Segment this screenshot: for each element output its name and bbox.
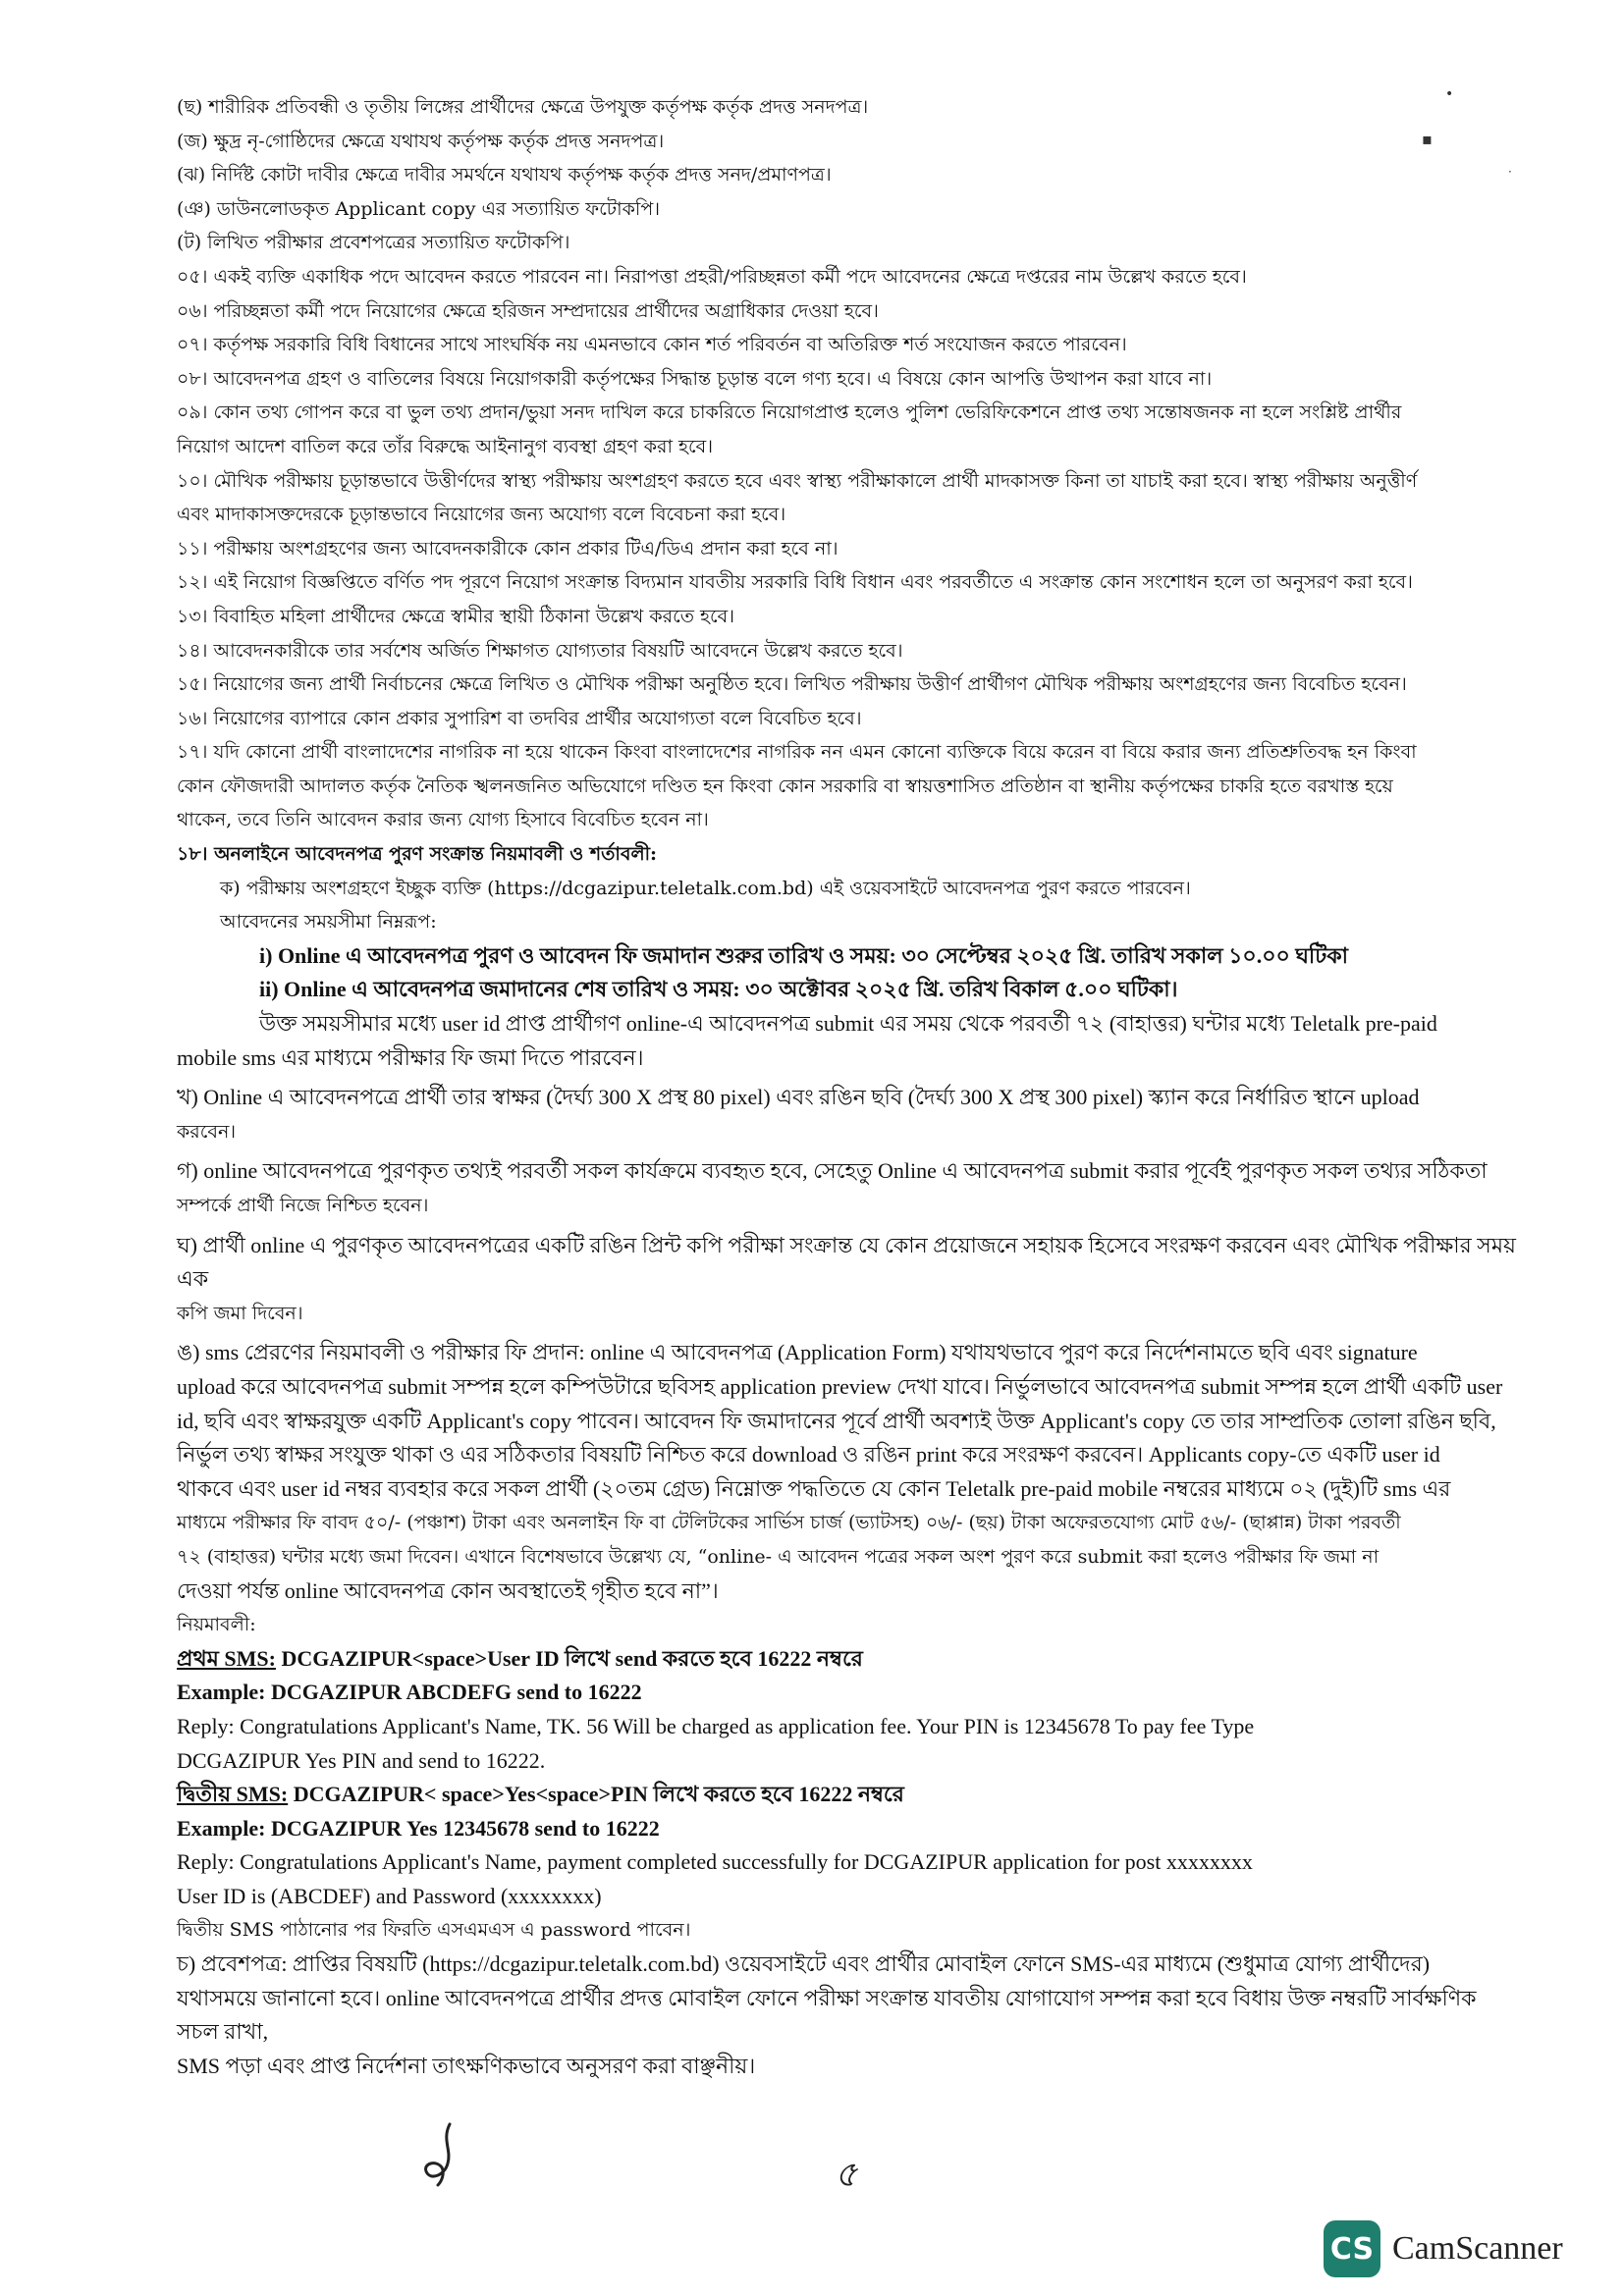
application-end-time: ii) Online এ আবেদনপত্র জমাদানের শেষ তারিখ ও সময়: ৩০ অক্টোবর ২০২৫ খ্রি. তরিখ বিকাল ৫.০০ ঘটিকা।	[259, 977, 1178, 1002]
doc-line: কোন ফৌজদারী আদালত কর্তৃক নৈতিক স্খলনজনিত অভিযোগে দণ্ডিত হন কিংবা কোন সরকারি বা স্বায়ত্তশাসিত প্রতিষ্ঠান বা স্থানীয় কর্তৃপক্ষের চাকরি হতে বরখাস্ত হয়ে	[177, 774, 1393, 797]
scan-mark-dot: ▪	[1422, 130, 1433, 148]
section-18-uma: ঙ) sms প্রেরণের নিয়মাবলী ও পরীক্ষার ফি প্রদান: online এ আবেদনপত্র (Application Form) যথাযথভাবে পুরণ করে নির্দেশনামতে ছবি এবং signature	[177, 1340, 1418, 1365]
camscanner-name: CamScanner	[1392, 2230, 1563, 2267]
section-18-kha: খ) Online এ আবেদনপত্রে প্রার্থী তার স্বাক্ষর (দৈর্ঘ্য 300 X প্রস্থ 80 pixel) এবং রঙিন ছবি (দৈর্ঘ্য 300 X প্রস্থ 300 pixel) স্ক্যান করে নির্ধারিত স্থানে upload	[177, 1085, 1420, 1110]
doc-line: (ট) লিখিত পরীক্ষার প্রবেশপত্রের সত্যায়িত ফটোকপি।	[177, 232, 570, 254]
doc-line: ০৫। একই ব্যক্তি একাধিক পদে আবেদন করতে পারবেন না। নিরাপত্তা প্রহরী/পরিচ্ছন্নতা কর্মী পদে আবেদনের ক্ষেত্রে দপ্তরের নাম উল্লেখ করতে হবে।	[177, 265, 1247, 288]
fee-payment-line: উক্ত সময়সীমার মধ্যে user id প্রাপ্ত প্রার্থীগণ online-এ আবেদনপত্র submit এর সময় থেকে পরবর্তী ৭২ (বাহাত্তর) ঘন্টার মধ্যে Teletalk pre-paid	[259, 1011, 1437, 1037]
doc-line: (জ) ক্ষুদ্র নৃ-গোষ্ঠিদের ক্ষেত্রে যথাযথ কর্তৃপক্ষ কর্তৃক প্রদত্ত সনদপত্র।	[177, 130, 665, 152]
application-period-heading: আবেদনের সময়সীমা নিম্নরূপ:	[220, 911, 437, 934]
section-18-title: ১৮। অনলাইনে আবেদনপত্র পুরণ সংক্রান্ত নিয়মাবলী ও শর্তাবলী:	[177, 843, 658, 866]
doc-line: ১৩। বিবাহিত মহিলা প্রার্থীদের ক্ষেত্রে স্বামীর স্থায়ী ঠিকানা উল্লেখ করতে হবে।	[177, 605, 734, 627]
camscanner-watermark	[1324, 2220, 1563, 2277]
rules-heading: নিয়মাবলী:	[177, 1614, 256, 1636]
sms1-label: প্রথম SMS:	[177, 1645, 276, 1671]
doc-line: ১৫। নিয়োগের জন্য প্রার্থী নির্বাচনের ক্ষেত্রে লিখিত ও মৌখিক পরীক্ষা অনুষ্ঠিত হবে। লিখিত পরীক্ষায় উত্তীর্ণ প্রার্থীগণ মৌখিক পরীক্ষায় অংশগ্রহণের জন্য বিবেচিত হবেন।	[177, 673, 1407, 696]
section-18-uma: id, ছবি এবং স্বাক্ষরযুক্ত একটি Applicant's copy পাবেন। আবেদন ফি জমাদানের পূর্বে প্রার্থী অবশ্যই উক্ত Applicant's copy তে তার সাম্প্রতিক তোলা রঙিন ছবি,	[177, 1408, 1496, 1433]
section-18-uma: দেওয়া পর্যন্ত online আবেদনপত্র কোন অবস্থাতেই গৃহীত হবে না”।	[177, 1577, 719, 1603]
section-18-uma: থাকবে এবং user id নম্বর ব্যবহার করে সকল প্রার্থী (২০তম গ্রেড) নিম্নোক্ত পদ্ধতিতে যে কোন Teletalk pre-paid mobile নম্বরের মাধ্যমে ০২ (দুই)টি sms এর	[177, 1475, 1451, 1501]
sms1-example: Example: DCGAZIPUR ABCDEFG send to 16222	[177, 1680, 642, 1705]
doc-line: ১৪। আবেদনকারীকে তার সর্বশেষ অর্জিত শিক্ষাগত যোগ্যতার বিষয়টি আবেদনে উল্লেখ করতে হবে।	[177, 639, 903, 662]
doc-line: ১৬। নিয়োগের ব্যাপারে কোন প্রকার সুপারিশ বা তদবির প্রার্থীর অযোগ্যতা বলে বিবেচিত হবে।	[177, 707, 862, 729]
doc-line: ০৬। পরিচ্ছন্নতা কর্মী পদে নিয়োগের ক্ষেত্রে হরিজন সম্প্রদায়ের প্রার্থীদের অগ্রাধিকার দেওয়া হবে।	[177, 299, 879, 322]
sms1-instruction	[177, 1642, 1522, 1677]
section-18-cha: চ) প্রবেশপত্র: প্রাপ্তির বিষয়টি (https://dcgazipur.teletalk.com.bd) ওয়েবসাইটে এবং প্রার্থীর মোবাইল ফোনে SMS-এর মাধ্যমে (শুধুমাত্র যোগ্য প্রার্থীদের)	[177, 1951, 1431, 1977]
section-18-cha: SMS পড়া এবং প্রাপ্ত নির্দেশনা তাৎক্ষণিকভাবে অনুসরণ করা বাঞ্ছনীয়।	[177, 2053, 756, 2078]
fee-payment-line: mobile sms এর মাধ্যমে পরীক্ষার ফি জমা দিতে পারবেন।	[177, 1044, 644, 1070]
doc-line: (ঞ) ডাউনলোডকৃত Applicant copy এর সত্যায়িত ফটোকপি।	[177, 197, 661, 220]
section-18-ga: সম্পর্কে প্রার্থী নিজে নিশ্চিত হবেন।	[177, 1195, 429, 1216]
section-18-uma: ৭২ (বাহাত্তর) ঘন্টার মধ্যে জমা দিবেন। এখানে বিশেষভাবে উল্লেখ্য যে, “online- এ আবেদন পত্রের সকল অংশ পুরণ করে submit করা হলেও পরীক্ষার ফি জমা না	[177, 1545, 1380, 1568]
doc-line: (ঝ) নির্দিষ্ট কোটা দাবীর ক্ষেত্রে দাবীর সমর্থনে যথাযথ কর্তৃপক্ষ কর্তৃক প্রদত্ত সনদ/প্রমাণপত্র।	[177, 164, 832, 187]
sms1-reply: DCGAZIPUR Yes PIN and send to 16222.	[177, 1747, 546, 1773]
camscanner-logo-icon: CS	[1324, 2220, 1380, 2277]
sms1-text: DCGAZIPUR<space>User ID লিখে send করতে হবে 16222 নম্বরে	[275, 1645, 863, 1671]
sms2-after-note: দ্বিতীয় SMS পাঠানোর পর ফিরতি এসএমএস এ password পাবেন।	[177, 1919, 691, 1942]
sms2-reply: Reply: Congratulations Applicant's Name, payment completed successfully for DCGAZIPUR application for post xxxxxxxx	[177, 1849, 1253, 1875]
section-18-kha: করবেন।	[177, 1120, 237, 1143]
doc-line: ১২। এই নিয়োগ বিজ্ঞপ্তিতে বর্ণিত পদ পূরণে নিয়োগ সংক্রান্ত বিদ্যমান যাবতীয় সরকারি বিধি বিধান এবং পরবর্তীতে এ সংক্রান্ত কোন সংশোধন হলে তা অনুসরণ করা হবে।	[177, 571, 1413, 594]
scan-mark-dot: ·	[1508, 165, 1512, 179]
sms2-text: DCGAZIPUR< space>Yes<space>PIN লিখে করতে হবে 16222 নম্বরে	[288, 1782, 904, 1807]
doc-line: নিয়োগ আদেশ বাতিল করে তাঁর বিরুদ্ধে আইনানুগ ব্যবস্থা গ্রহণ করা হবে।	[177, 435, 714, 457]
doc-line: থাকেন, তবে তিনি আবেদন করার জন্য যোগ্য হিসাবে বিবেচিত হবেন না।	[177, 809, 709, 831]
section-18-cha: যথাসময়ে জানানো হবে। online আবেদনপত্রে প্রার্থীর প্রদত্ত মোবাইল ফোনে পরীক্ষা সংক্রান্ত যাবতীয় যোগাযোগ সম্পন্ন করা হবে বিধায় উক্ত নম্বরটি সার্বক্ষণিক সচল রাখা,	[177, 1985, 1477, 2045]
doc-line: ১৭। যদি কোনো প্রার্থী বাংলাদেশের নাগরিক না হয়ে থাকেন কিংবা বাংলাদেশের নাগরিক নন এমন কোনো ব্যক্তিকে বিয়ে করেন বা বিয়ে করার জন্য প্রতিশ্রুতিবদ্ধ হন কিংবা	[177, 741, 1417, 764]
sms1-reply: Reply: Congratulations Applicant's Name, TK. 56 Will be charged as application fee. Your PIN is 12345678 To pay fee Type	[177, 1713, 1255, 1738]
sms2-reply: User ID is (ABCDEF) and Password (xxxxxxxx)	[177, 1883, 602, 1908]
section-18-gha: ঘ) প্রার্থী online এ পুরণকৃত আবেদনপত্রের একটি রঙিন প্রিন্ট কপি পরীক্ষা সংক্রান্ত যে কোন প্রয়োজনে সহায়ক হিসেবে সংরক্ষণ করবেন এবং মৌখিক পরীক্ষার সময় এক	[177, 1232, 1516, 1292]
document-body	[177, 90, 1522, 2083]
section-18-uma: নির্ভুল তথ্য স্বাক্ষর সংযুক্ত থাকা ও এর সঠিকতার বিষয়টি নিশ্চিত করে download ও রঙিন print করে সংরক্ষণ করবেন। Applicants copy-তে একটি user id	[177, 1442, 1440, 1468]
doc-line: ০৭। কর্তৃপক্ষ সরকারি বিধি বিধানের সাথে সাংঘর্ষিক নয় এমনভাবে কোন শর্ত পরিবর্তন বা অতিরিক্ত শর্ত সংযোজন করতে পারবেন।	[177, 334, 1127, 356]
doc-line: ১১। পরীক্ষায় অংশগ্রহণের জন্য আবেদনকারীকে কোন প্রকার টিএ/ডিএ প্রদান করা হবে না।	[177, 537, 839, 560]
signature-mark	[412, 2120, 471, 2189]
application-start-time: i) Online এ আবেদনপত্র পুরণ ও আবেদন ফি জমাদান শুরুর তারিখ ও সময়: ৩০ সেপ্টেম্বর ২০২৫ খ্রি. তারিখ সকাল ১০.০০ ঘটিকা	[259, 942, 1348, 968]
section-18-ka: ক) পরীক্ষায় অংশগ্রহণে ইচ্ছুক ব্যক্তি (https://dcgazipur.teletalk.com.bd) এই ওয়েবসাইটে আবেদনপত্র পুরণ করতে পারবেন।	[220, 877, 1191, 899]
doc-line: ১০। মৌখিক পরীক্ষায় চূড়ান্তভাবে উত্তীর্ণদের স্বাস্থ্য পরীক্ষায় অংশগ্রহণ করতে হবে এবং স্বাস্থ্য পরীক্ষাকালে প্রার্থী মাদকাসক্ত কিনা তা যাচাই করা হবে। স্বাস্থ্য পরীক্ষায় অনুত্তীর্ণ	[177, 469, 1418, 492]
page-number: ৫	[835, 2155, 858, 2195]
sms2-instruction	[177, 1778, 1522, 1812]
section-18-uma: upload করে আবেদনপত্র submit সম্পন্ন হলে কম্পিউটারে ছবিসহ application preview দেখা যাবে। নির্ভুলভাবে আবেদনপত্র submit সম্পন্ন হলে প্রার্থী একটি user	[177, 1373, 1503, 1399]
sms2-label: দ্বিতীয় SMS:	[177, 1782, 289, 1807]
scan-mark-dot: •	[1445, 86, 1454, 102]
section-18-gha: কপি জমা দিবেন।	[177, 1302, 303, 1324]
sms2-example: Example: DCGAZIPUR Yes 12345678 send to 16222	[177, 1815, 660, 1841]
section-18-uma: মাধ্যমে পরীক্ষার ফি বাবদ ৫০/- (পঞ্চাশ) টাকা এবং অনলাইন ফি বা টেলিটকের সার্ভিস চার্জ (ভ্যাটসহ) ০৬/- (ছয়) টাকা অফেরতযোগ্য মোট ৫৬/- (ছাপ্পান্ন) টাকা পরবর্তী	[177, 1512, 1401, 1534]
doc-line: (ছ) শারীরিক প্রতিবন্ধী ও তৃতীয় লিঙ্গের প্রার্থীদের ক্ষেত্রে উপযুক্ত কর্তৃপক্ষ কর্তৃক প্রদত্ত সনদপত্র।	[177, 96, 869, 118]
doc-line: ০৮। আবেদনপত্র গ্রহণ ও বাতিলের বিষয়ে নিয়োগকারী কর্তৃপক্ষের সিদ্ধান্ত চূড়ান্ত বলে গণ্য হবে। এ বিষয়ে কোন আপত্তি উত্থাপন করা যাবে না।	[177, 367, 1213, 390]
doc-line: এবং মাদাকাসক্তদেরকে চূড়ান্তভাবে নিয়োগের জন্য অযোগ্য বলে বিবেচনা করা হবে।	[177, 504, 786, 526]
section-18-ga: গ) online আবেদনপত্রে পুরণকৃত তথ্যই পরবর্তী সকল কার্যক্রমে ব্যবহৃত হবে, সেহেতু Online এ আবেদনপত্র submit করার পূর্বেই পুরণকৃত সকল তথ্যর সঠিকতা	[177, 1158, 1488, 1184]
doc-line: ০৯। কোন তথ্য গোপন করে বা ভুল তথ্য প্রদান/ভুয়া সনদ দাখিল করে চাকরিতে নিয়োগপ্রাপ্ত হলেও পুলিশ ভেরিফিকেশনে প্রাপ্ত তথ্য সন্তোষজনক না হলে সংশ্লিষ্ট প্রার্থীর	[177, 401, 1402, 424]
